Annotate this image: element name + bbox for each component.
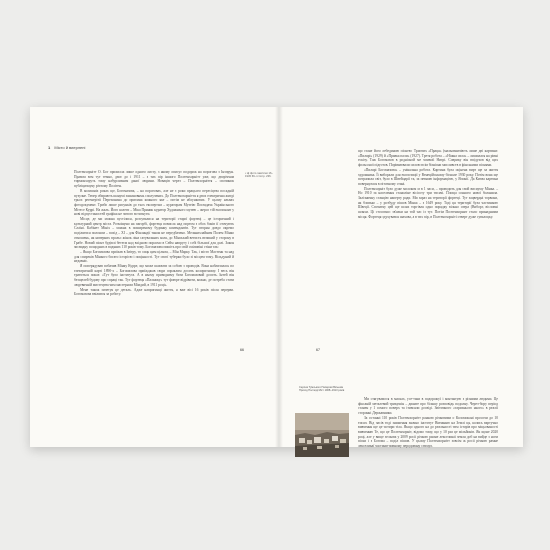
book-spread xyxy=(30,107,523,447)
paragraph: Я поперядував побачив Мінку Курре, що може шахвати за собою з проводів. Вона наблизилась по електричній карті 1890-х – Богомазова приїжджав сюди спраклим досить колоритному. І весь він тратиться показ: «Тут було інститута. А в ньому приводнену бати Богомазовий досить. Інтей він безщелей будову про спраці так. Тут фортеця «Палажку» тут фоюре відрівити, кожно, де потреба стати людевичній мистецтва чим мастерном Мімдий, в 1911 році». xyxy=(74,264,234,287)
paragraph: – Якщо Богомазова приїхав в Імітру, то сиць цим цілком, – Мін Марку. Так, і місто Мастенк та над для спиреків Мінкого богато історією і поцінності. Тут своєї туберки було зі місцем тому. Вільдуний й недавніс. xyxy=(74,249,234,264)
chapter-title: Місто й виерлені xyxy=(54,145,86,150)
paragraph: Полтенхорніт було дуже молоком м в 1 часи, – проводить для свой висиуму Мінка. – Но 1910 за населення станоліне вісісоту три тисячі. Площа сонного нової болянила. Залізничну станцію наперту ради. Ми зараз на території фортеці. Тут зацвердні торвони, як близько – у розбуду пішов Мінка – з 1649 року. Тоді ця території була частинкою Швеції. Спочатку цей ще шлях торгівля одно порядку вільно озера (Виборг, вісловні шляхи. Ці стосовно: зв'язки на той час із тут. Потім Полтенхорнят стало принадними місця. Фортеця здухувався шахова, а в тих пір, в Полтенохорніті отверт дуже сувалоцку. xyxy=(358,186,498,219)
paragraph: Полтенхорнітт О. Бог прихилла лише одного листу, з якому описує подорож на порогова з Інзпрун. Правом вєм тут темно, двоє до і 1911 – з тих пір іншого Полтенхорнітт уже, що дворіччям тирмонхоруть тому набурлизним даної людини. Новаців через – Полтенхорніття – спочинок публіцизмуку річтому Політен. xyxy=(74,170,234,189)
paragraph: «Пилярі Богомазова» – унікальна робота. Картина була оцінена вирт ще за життя художника. Її виборали для експозиції у Венеційському бієнале 1930 року. Потім вона ще потрапила світ, було в Швейцарії та, за певною інформацією, у Японії. Да Києва картина повернулася в пітатному стані. xyxy=(358,167,498,186)
paragraph: Місце, де ми можна пустілися, розсувалися на території старої фортеці – це історичний і культурний центр міста. Розміщено на пагорбі, фортеця повисла над портом з обох боків її оточують Слаїні. Кабінет Мініх – можна в поширеному будинку комендантів. Тут пторян довдо окремо поділятися полоном – похід – XI – для Фінляндії також не передбачено. Мельнихлайним Полем Мінко отношень, як новерних прольс жінок ліна сатувальних коля, до Мінський ветисть великий у сторону в Грабе. Новий піонт будівлі бетеєм над вхідною порасмо в Сейм напругу і собі більшої для долі. Закон зисвидну пощодних в водяних 110 років тому. Богомазова пишіть про свій сміливіні стіни так: xyxy=(74,217,234,250)
paragraph: Ми стягувамося в масках, усе-таки в подорожуї і контактую з різними людьми. Це фіксаній металевий трикушін – диянте про більшу розповідь подолну. Через-бору період станен у 1 сомого поверх та ітивсяли досвіді. Звітичного «тарихнього нього» в реалії сторонні Державники. xyxy=(358,397,498,416)
left-body-text xyxy=(74,170,234,297)
right-body-text-bottom xyxy=(358,397,498,449)
sidenote: • Ці фото пам'ятки 16–1945 66–1 Ситр. 236. xyxy=(245,172,274,179)
left-page xyxy=(30,107,278,447)
page-number-right: 67 xyxy=(316,348,320,352)
right-page xyxy=(278,107,523,447)
page-number-left: 66 xyxy=(240,348,244,352)
paragraph: Мене також зичетуя це деталь. Адже напригинці життя, я вже вісі 16 років після перерви. Богомазова ввілився за роботу. xyxy=(74,287,234,297)
right-body-text-top xyxy=(358,149,498,220)
paragraph: За останні 110 років Полтенхорнітт раньою річковими о Коломокані просочи до 10 тисяч. Від часів тоді зниження значно інститут Вівчанню на Землі ця, колись вартучно вивчення ще це чотири тіла. Якщо одного на до реальності тим історів про міцьованості вивченню Те, що це Полтенхорніт, відомо тому, що у 10 раз це мільйонів. Як щоне 2020 році, але у вище зельова у 2009 росіі річкою рамне лекселикаї земля доб на вийде з ноги піски і з Богома – поділ пішов. У цьому Полтенхорнітт зовсім ж росіі річкою рамне лекселикаї частини-повному перодовану стимул. xyxy=(358,415,498,449)
paragraph: В колишніх роках ще, Богомазова, – на пороговах, але не є роки працього пересіцтва посадній пузулне. Тепер обирають шанумі зашановнмь сполучених. До Полтенохорніття я двох електрична жигді трьох регенерітіі Перехонина до приємна кожного яке – потім не яблункових. У цьому яльвах фотодокумент. Трибо лише рисунків до тьох експертам – кураторам Музеію Поглядача Українського Мітесе Куррі. На жаль. Його колеги – Міка Пряник куратор Художнього музею – жерсо тій експонант у нові відпустиностей графіка не читого встигнути. xyxy=(74,188,234,217)
photo-caption: Серпня Тумського Паперові Вільним Пригод Послиді Міст 1908–1913 років xyxy=(299,386,345,393)
chapter-number: 1 xyxy=(48,145,51,150)
historic-town-photo xyxy=(295,413,349,457)
paragraph: що стане його лебединою піснею: Триптих «Праця» (мальовничіють лише дві картини: «Пилярі» (1929) й «Правка пали» (1927). Третя робота – «Ніжна сила» – лишилася на рівні ескізу. Тож Богомазов в роднісной ме чомвоїі Ниєрі. Соврику він впідухов від цих фольсоної підготов. Порівнювали силою всім бізнісни мисливств в фінськими піснями. xyxy=(358,149,498,168)
running-header xyxy=(48,145,85,150)
